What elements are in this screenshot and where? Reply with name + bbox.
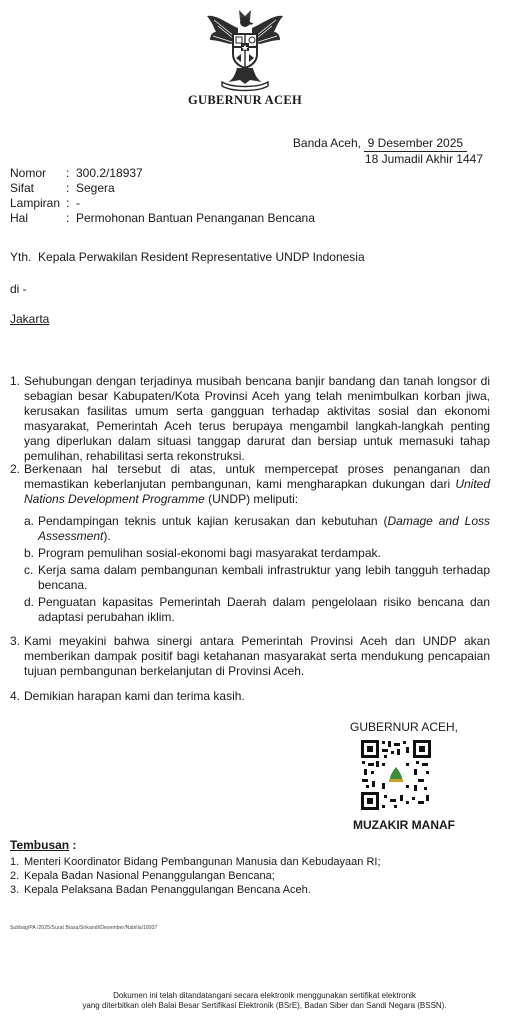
list-item: 1. Menteri Koordinator Bidang Pembangunan Manusia dan Kebudayaan RI; [10,856,381,868]
e-signature-footer [0,991,529,1011]
garuda-emblem-icon [204,6,286,92]
paragraph-text: Demikian harapan kami dan terima kasih. [24,689,245,703]
signature-name: MUZAKIR MANAF [353,818,455,832]
paragraph-1 [10,374,490,464]
paragraph-4 [10,689,490,704]
list-item-c [24,563,490,593]
meta-value: 300.2/18937 [76,166,143,180]
meta-row-lampiran [10,196,315,211]
date-place: Banda Aceh, [292,136,361,150]
meta-key: Hal [10,211,29,225]
list-item-text: Penguatan kapasitas Pemerintah Daerah dalam pengelolaan risiko bencana dan adaptasi perubahan iklim. [38,595,490,624]
paragraph-number: 3. [10,634,21,648]
meta-row-sifat [10,181,315,196]
list-item-marker: a. [24,514,35,528]
list-item: 3. Kepala Pelaksana Badan Penanggulangan Bencana Aceh. [10,884,311,896]
list-item-text: Kerja sama dalam pembangunan kembali infrastruktur yang lebih tangguh terhadap bencana. [38,563,490,592]
paragraph-number: 2. [10,462,21,476]
paragraph-3 [10,634,490,679]
tembusan-heading: Tembusan : [10,838,77,852]
footer-line-2: yang diterbitkan oleh Balai Besar Sertifikasi Elektronik (BSrE), Badan Siber dan Sandi Negara (BSSN). [82,1001,447,1010]
addressee-line: Yth. Kepala Perwakilan Resident Representative UNDP Indonesia [10,250,365,264]
meta-sep: : [66,166,70,180]
qr-code-icon [360,739,432,811]
list-item-a [24,514,490,544]
list-item: 2. Kepala Badan Nasional Penanggulangan Bencana; [10,870,275,882]
letter-meta [10,166,315,226]
paragraph-text: Kami meyakini bahwa sinergi antara Pemerintah Provinsi Aceh dan UNDP akan memberikan dampak positif bagi ketahanan masyarakat serta mendukung pencapaian tujuan pembangunan berkelanjutan di Provinsi Aceh. [24,634,490,678]
paragraph-number: 1. [10,374,21,388]
reference-code: Subbag/PA /2025/Surat Biasa/Srikandi/Desember/Nabilla/18937 [10,925,158,931]
list-item-b [24,546,490,561]
list-item-d [24,595,490,625]
list-item-text: Pendampingan teknis untuk kajian kerusakan dan kebutuhan (Damage and Loss Assessment). [38,514,490,543]
meta-sep: : [66,211,70,225]
meta-value: Segera [76,181,115,195]
meta-row-hal [10,211,315,226]
meta-key: Lampiran [10,196,61,210]
paragraph-text: Sehubungan dengan terjadinya musibah bencana banjir bandang dan tanah longsor di sebagian besar Kabupaten/Kota Provinsi Aceh yang telah menimbulkan korban jiwa, kerusakan fasilitas umum serta gangguan terhadap aktivitas sosial dan ekonomi masyarakat, Pemerintah Aceh terus berupaya mengambil langkah-langkah penting yang diperlukan dalam situasi tanggap darurat dan bersiap untuk memasuki tahap pemulihan, rehabilitasi serta rekonstruksi. [24,374,490,463]
undp-italic: United Nations Development Programme [24,477,490,506]
paragraph-2 [10,462,490,507]
addressee-city: Jakarta [10,312,50,326]
meta-value: Permohonan Bantuan Penanganan Bencana [76,211,315,225]
list-item-marker: d. [24,595,35,609]
date-hijri: 18 Jumadil Akhir 1447 [364,152,483,166]
date-block [293,136,483,167]
paragraph-text: Berkenaan hal tersebut di atas, untuk mempercepat proses penanganan dan memastikan keberlanjutan pembangunan, kami mengharapkan dukungan dari United Nations Development Programme (UNDP) meliputi: [24,462,490,506]
org-title: GUBERNUR ACEH [188,93,302,107]
meta-sep: : [66,181,70,195]
meta-key: Sifat [10,181,35,195]
meta-sep: : [66,196,70,210]
tembusan-list [10,855,381,897]
meta-row-nomor [10,166,315,181]
list-item-marker: c. [24,563,34,577]
date-gregorian: 9 Desember 2025 [364,136,467,152]
addressee-di: di - [10,282,27,296]
list-item-marker: b. [24,546,35,560]
footer-line-1: Dokumen ini telah ditandatangani secara elektronik menggunakan sertifikat elektronik [113,991,416,1000]
meta-value: - [76,196,80,210]
list-item-text: Program pemulihan sosial-ekonomi bagi masyarakat terdampak. [38,546,381,560]
meta-key: Nomor [10,166,47,180]
signature-title: GUBERNUR ACEH, [350,720,459,734]
paragraph-number: 4. [10,689,21,703]
